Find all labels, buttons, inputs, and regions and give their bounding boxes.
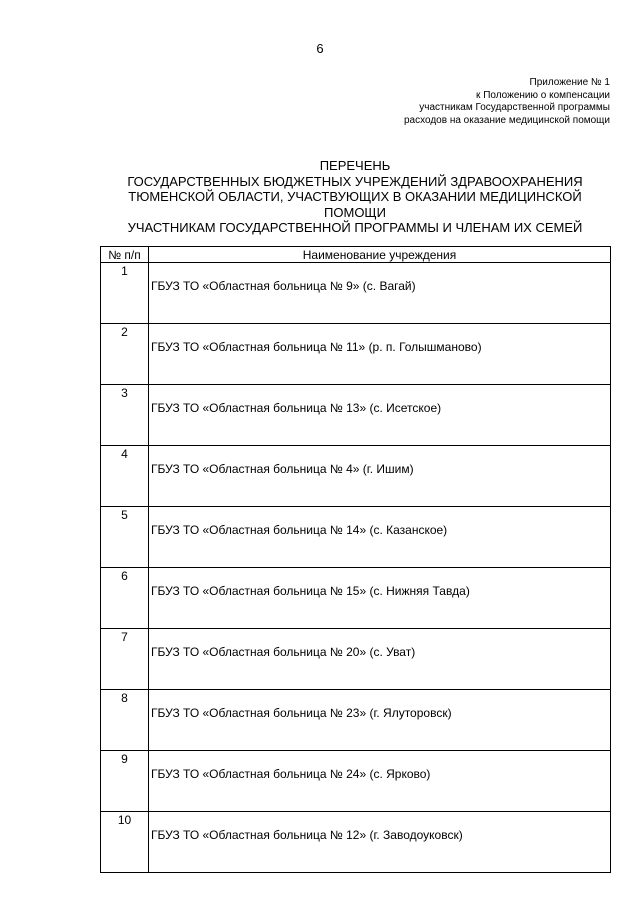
title-line: ГОСУДАРСТВЕННЫХ БЮДЖЕТНЫХ УЧРЕЖДЕНИЙ ЗДРАВООХРАНЕНИЯ [127,173,583,189]
institution-name: ГБУЗ ТО «Областная больница № 20» (с. Уват) [149,629,611,690]
table-row [101,263,611,324]
title-line: ПОМОЩИ [324,204,386,220]
table-row [101,690,611,751]
appendix-line: расходов на оказание медицинской помощи [403,114,610,126]
row-number: 4 [101,446,149,507]
row-number: 5 [101,507,149,568]
institution-name: ГБУЗ ТО «Областная больница № 13» (с. Исетское) [149,385,611,446]
institution-name: ГБУЗ ТО «Областная больница № 23» (г. Ялуторовск) [149,690,611,751]
title-line: ТЮМЕНСКОЙ ОБЛАСТИ, УЧАСТВУЮЩИХ В ОКАЗАНИИ МЕДИЦИНСКОЙ [128,189,582,204]
table-row [101,568,611,629]
institution-name: ГБУЗ ТО «Областная больница № 12» (г. Заводоуковск) [149,812,611,873]
table-row [101,507,611,568]
row-number: 7 [101,629,149,690]
appendix-line: Приложение № 1 [529,77,610,88]
row-number: 1 [101,263,149,324]
institution-name: ГБУЗ ТО «Областная больница № 15» (с. Нижняя Тавда) [149,568,611,629]
row-number: 9 [101,751,149,812]
table-row [101,385,611,446]
institution-name: ГБУЗ ТО «Областная больница № 9» (с. Вагай) [149,263,611,324]
appendix-note [404,77,610,127]
row-number: 8 [101,690,149,751]
appendix-line: участникам Государственной программы [419,102,610,113]
institution-name: ГБУЗ ТО «Областная больница № 11» (р. п. Голышманово) [149,324,611,385]
table-row [101,446,611,507]
institution-name: ГБУЗ ТО «Областная больница № 4» (г. Ишим) [149,446,611,507]
institution-name: ГБУЗ ТО «Областная больница № 14» (с. Казанское) [149,507,611,568]
institution-name: ГБУЗ ТО «Областная больница № 24» (с. Ярково) [149,751,611,812]
appendix-line: к Положению о компенсации [476,89,610,101]
institutions-table [100,246,611,873]
row-number: 3 [101,385,149,446]
table-row [101,324,611,385]
table-row [101,751,611,812]
row-number: 6 [101,568,149,629]
row-number: 2 [101,324,149,385]
table-header-row [101,247,611,263]
title-line: ПЕРЕЧЕНЬ [319,158,391,173]
row-number: 10 [101,812,149,873]
page-number: 6 [316,41,324,56]
table-row [101,629,611,690]
header-name: Наименование учреждения [149,247,611,263]
table-row [101,812,611,873]
header-number: № п/п [101,247,149,263]
document-title [100,158,610,236]
title-line: УЧАСТНИКАМ ГОСУДАРСТВЕННОЙ ПРОГРАММЫ И ЧЛЕНАМ ИХ СЕМЕЙ [127,220,583,235]
